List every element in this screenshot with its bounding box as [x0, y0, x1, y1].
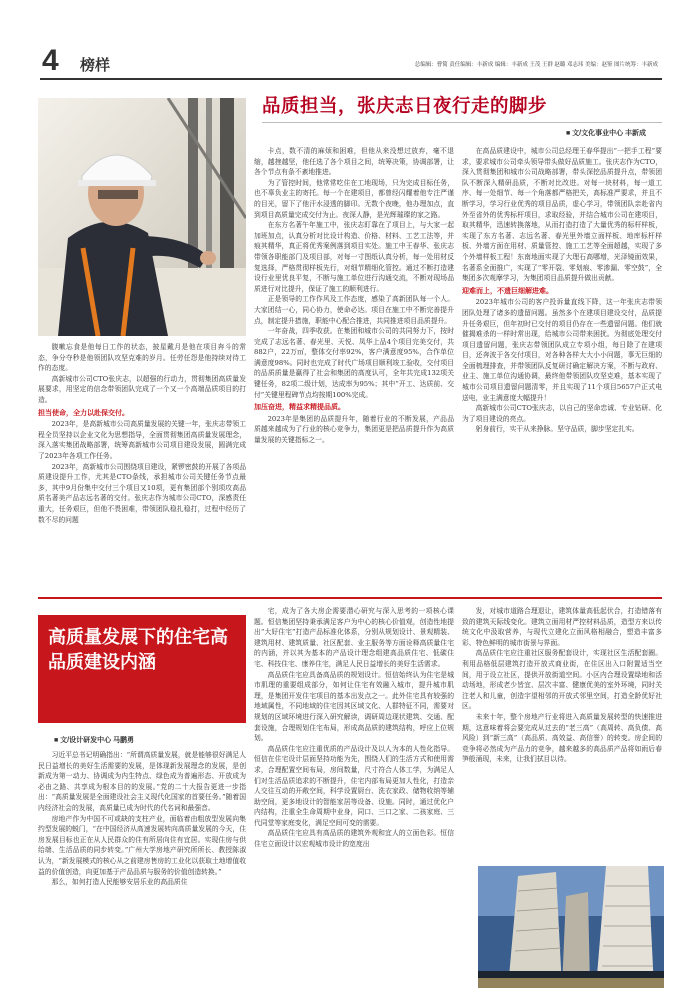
paragraph: 2023年，是高新城市公司高质量发展的关键一年，张庆志带领工程全员坚持以企业文化为思想指导，全面贯彻集团高质量发展理念，深入落实集团战略部署，统筹高新城市公司项目建设发展，圆满完成了2023年各项工作任务。 [38, 420, 246, 460]
section-name: 榜样 [80, 57, 111, 74]
article1-col3 [462, 146, 662, 435]
paragraph: 2023年城市公司的客户投诉量直线下降，这一年张庆志带领团队处理了诸多的遗留问题。虽然多个在建项目建设交付，品质提升任务艰巨，但年初时已交付的项目仍存在一些遗留问题。他们就催揭难杀的一样时常出现，给城市公司带来困扰。为彻底处理交付项目遗留问题，张庆志带领团队成立专项小组，每日除了在建项目，还奔波于各交付项目，对各种各样大大小小问题，事无巨细的全面梳理排查，并带领团队反复研讨确定解决方案，不断与政府、业主、施工单位沟通协调，最终他带领团队攻坚克难，基本实现了城市公司项目遗留问题清零，并且实现了11个项目5657户正式电送电，业主满意度大幅提升！ [462, 298, 662, 402]
paragraph: 高新城市公司CTO张庆志，以超强的行动力，贯彻集团高质量发展要求，用坚定的信念带领团队完成了一个又一个高端品质项目的打造。 [38, 374, 246, 404]
paragraph: 在东方名著午年施工中，张庆志盯靠在了项目上，与大家一起加班加点，认真分析对比设计构造、价格、材料、工艺工法等，并痕其精华，真正将优秀案例落到项目实处。施工中王春华、张庆志带领各职能部门及项目部，对每一寸图纸认真分析，每一处用材反复选择，严格贯彻样板先行，对细节精细化管控。通过不断打造建设行业里优良平复，不断与施工单位进行沟通交流，不断对现场品质进行对比提升，保证了施工的顺利进行。 [254, 221, 454, 293]
paragraph: 那么，如何打造人民能够安居乐业的高品质住 [51, 878, 188, 887]
paragraph: 高品质住宅应注重社区服务配套设计，实现社区生活配套圈。利用品格低层建筑打造开放式商业街，在住区出入口附置适当空间，用于设立社区，提供开放街道空间。小区内合理设置绿地和活动场地，形成老少皆宜、层次丰富、健康优美的室外环境，同时关注老人和儿童，创造宇望相邻的开放式邻里空间，打造全龄优好社区。 [462, 649, 662, 711]
paragraph: 2023年，高新城市公司围绕项目建设，紧锣密鼓的开展了各项品质建设提升工作，尤其是CTO条线，承担城市公司关键任务节点最多，其中9月份集中交付三个项目又10项，更有集团部个别项攻高品质名著美产品志远名著的交付。张庆志作为城市公司CTO，深感责任重大，任务艰巨，但他不畏困难，带领团队稳扎稳打，过程中经历了数不尽的问题 [38, 462, 246, 524]
article1-byline: ■ 文/文化事业中心 丰新成 [566, 130, 647, 137]
title-underline [262, 122, 662, 123]
paragraph: 高品质住宅应注重优质的产品设计及以人为本的人性化指导。恒信在住宅设计层面坚持功能为先，围绕人们的生活方式和使用需求，合理配置空间布局，房间数量，尺寸符合人体工学，为满足人们对生活品质追求的不断提升，住宅内部布局更加人性化，打造亲人交往互动的开敞空间，科学设置厨台、洗衣家政、储物收纳等辅助空间，更多地设计的智能家居等设备、设施。同时，通过优化户内结构，注重全生命周期中业身，同口、三口之家、二孩家庭、三代同堂等家庭变化，满足空间可变的需要。 [254, 744, 454, 827]
paragraph: 宅，成为了各大房企需要潜心研究与深入思考的一项核心课题。恒信集团坚持秉承满足客户为中心的核心价值观，创造性地提出“大好住宅”打造产品标准化体系，分别从规划设计、景观精装、建筑用材、建筑质量、社区配套、业主服务等方面诠释高质量住宅的内涵，并以其为基本的产品设计理念组建高品质住宅、低碳住宅、科技住宅、康养住宅，满足人民日益增长的美好生活需求。 [254, 607, 454, 668]
article1-col2 [254, 146, 454, 446]
article2-title: 高质量发展下的住宅高品质建设内涵 [48, 627, 228, 673]
paragraph: 未来十年，整个房地产行业将进入高质量发展转型的快速推进期，这意味着将会要完成从过去的“老三高”（高周转、高负债、高风险）到“新三高”（高品质、高效益、高信誉）的转变。房企间的竞争将必然成为产品力的竞争，越来越多的高品质产品将如雨后春笋般涌现，未来，让我们拭目以待。 [462, 712, 662, 764]
paragraph: 一年奋战，四季收获。在集团和城市公司的共同努力下，按时完成了志远名著、春光里、天悦、凤华上品4个项目完美交付，共882户，22万㎡，整体交付率92%，客户满意度95%，合作单位满意度98%。同时也完成了时代广场项目顺利竣工验收，交付项目的品质质量是赢得了社会和集团的高度认可，全年共完成132项关键任务，82项二级计划，达成率为95%；其中“开工、达质前、交付”关键里程碑节点均按期100%完成。 [254, 327, 454, 399]
article2-title-box [38, 615, 246, 723]
paragraph: 卡点，数不清的麻烦和困难，但他从来没想过放弃，毫不退缩，越挫越坚，他任选了各个项目之间，统筹决策，协调部署，让各个节点有条不紊地推进。 [254, 147, 454, 177]
paragraph: 为了管控时间，他常常吃住在工地现场，只为完成目标任务，也不辜负业主的寄托。每一个在建项目，都曾经闪耀着他专注严谨的目光，留下了他汗水浸透的脚印。无数个夜晚，他办理加点，直到项目高质量完成交付为止。夜深人静，是光辉璀璨的家之路。 [254, 178, 454, 219]
article-divider [38, 597, 662, 599]
subheading: 迎难而上，不遗巨细解进难。 [462, 285, 553, 295]
article1-title: 品质担当，张庆志日夜行走的脚步 [262, 96, 548, 117]
paragraph: 发，对城市道路合理退让，建筑体量高低起伏合，打造错落有致的建筑天际线变化。建筑立面用材严控材料品质，造型方来以传统文化中汲取营养，与现代立建化立面风格相融合，塑造丰富多彩、特色鲜明的城市街景与界面。 [462, 607, 662, 647]
paragraph: 习近平总书记明确指出：“所谓高质量发展，就是能够很好满足人民日益增长的美好生活需要的发展，是体现新发展理念的发展，是创新成为第一动力、协调成为内生特点、绿色成为普遍形态、开放成为必由之路、共享成为根本目的的发展。”党的二十大报告更进一步指出：“高质量发展是全面建设社会主义现代化国家的首要任务。”随着国内经济社会的发展，高质量已成为时代的代名词和最强音。 [38, 751, 246, 812]
article2-col2 [254, 606, 454, 850]
editor-credits: 总编辑：曹简 责任编辑：丰新成 编辑：丰新成 王茂 王群 赵璐 邓志玮 美编：赵鉴 图片统筹：丰新成 [414, 62, 658, 68]
paragraph: 房地产作为中国不可或缺的支柱产业，面临着由粗放型发展向集约型发展的蜕门，“在中国经济从高速发展转向高质量发展的今天，住房发展目标也正在从人民群众的住有所居向住有宜居。实现住房与供给端、生活品质的同步转变。”广州大学房地产研究所所长、教授陈淑认为，“新发展模式的核心从之前建房售房的工业化以获取土地增值收益的价值创造，向更加基于产品品质与服务的价值创造转换。” [38, 814, 246, 876]
article1-col1 [38, 342, 246, 525]
paragraph: 高新城市公司CTO张庆志，以自己的坚命忠诚、专业钻研、化为了项目建设的亮点。 [462, 404, 662, 423]
paragraph: 在高品质建设中，城市公司总经理王春华提出“一把手工程”要求，要求城市公司牵头领导带头做好品质施工。张庆志作为CTO，深入贯彻集团和城市公司战略部署，带头深挖品质提升点，带领团队不断深入精研品质，不断对比改进。对每一块材料，每一道工序、每一处细节、每一个角落都严格把关，高标准严要求，并且不断学习，学习行业优秀的项目品质，虚心学习，带领团队亲赴省内外至省外的优秀标杆项目，求取经验，并结合城市公司在建项目，取其精华，迅速转换落地，从而打造打造了大量优秀的标杆样板，实现了东方名著、志远名著、春光里外墙立面样板、地库标杆样板、外墙方面在用材、质量管控、施工工艺等全面超越，实现了多个外墙样板工程！东南地面实现了大理石高哪增，光泽镜面效果，名著系全面推广，实现了“零开裂、零划痕、零渗漏、零空鼓”，全集团多次观摩学习，为集团项目品质提升做出贡献。 [462, 147, 662, 283]
article2-byline: ■ 文/设计研发中心 马鹏勇 [54, 737, 135, 744]
paragraph: 高品质住宅应具有高品质的建筑外观和宜人的立面色彩。恒信住宅立面设计以宏观城市设计的宽度出 [254, 829, 454, 849]
photo-caption: 腹嗽忘食是他每日工作的状态，披星戴月是他在项目奔斗的常态，争分夺秒是他领团队攻坚克难的岁月。任劳任怨是他持续对待工作的态度。 [38, 343, 246, 373]
building-photo [478, 866, 664, 988]
worker-photo [38, 98, 246, 336]
subheading: 担当使命，全力以赴保交付。 [38, 407, 129, 417]
paragraph: 高品质住宅应具备高品质的规划设计。恒信始终认为住宅是城市肌理的重要组成部分，如何让住宅有效融入城市，提升城市肌理，是集团开发住宅项目的基本出发点之一。此外住宅具有较强的地域属性，不同地域的住宅因其区域文化、人群特征不同，需要对规划的区域环境进行深入研究解读，调研周边现状建筑、交通、配套设施，合理规划住宅布局，形成高品质的建筑结构，呼应上位规划。 [254, 670, 454, 743]
subheading: 加压奋进，精益求精提品质。 [254, 402, 345, 412]
article2-col3 [462, 606, 662, 765]
page-number: 4 [42, 44, 59, 77]
paragraph: 2023年是集团的品质提升年，随着行业的不断发展，产品品质越来越成为了行业的核心竞争力，集团更是把品质提升作为高质量发展的关键指标之一。 [254, 414, 454, 445]
paragraph: 正是领导的工作作风及工作态度，感染了高新团队每一个人。大家团结一心，同心协力，使命必达。项目在施工中不断完善提升点，制定提升措施，职能中心配合推进，共同推进项目品质提升。 [254, 295, 454, 325]
article2-col1 [38, 750, 246, 888]
header-rule [40, 78, 662, 80]
paragraph: 躬身前行，实干从来挣脉。坚守品质，脚步坚定扎实。 [475, 425, 639, 434]
